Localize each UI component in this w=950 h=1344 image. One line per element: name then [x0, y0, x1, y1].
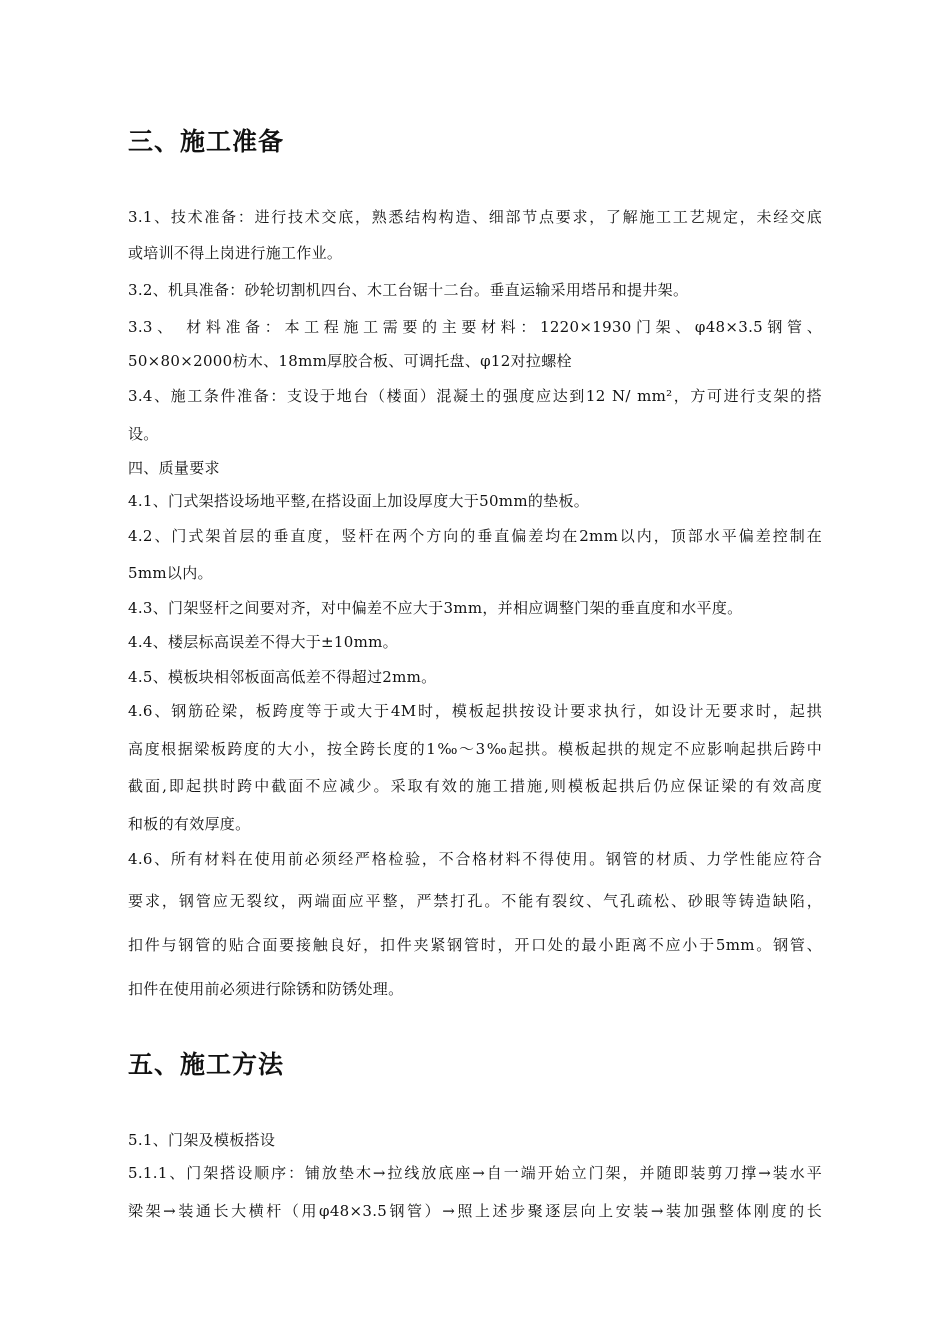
text-line: 4.5、模板块相邻板面高低差不得超过2mm。 [128, 668, 437, 686]
text-line: 5.1、门架及模板搭设 [128, 1131, 276, 1149]
text-line: 4.2、门式架首层的垂直度，竖杆在两个方向的垂直偏差均在2mm以内，顶部水平偏差控制在 [128, 527, 822, 545]
text-line: 截面,即起拱时跨中截面不应减少。采取有效的施工措施,则模板起拱后仍应保证梁的有效高度 [128, 777, 822, 795]
text-line: 4.4、楼层标高误差不得大于±10mm。 [128, 633, 398, 651]
section-title-construction-method: 五、施工方法 [128, 1050, 285, 1079]
text-line: 3.3、 材料准备：本工程施工需要的主要材料：1220×1930门架、φ48×3.5钢管、 [128, 318, 822, 336]
text-line: 50×80×2000枋木、18mm厚胶合板、可调托盘、φ12对拉螺栓 [128, 352, 572, 370]
subsection-title-quality: 四、质量要求 [128, 459, 220, 477]
text-line: 5mm以内。 [128, 564, 213, 582]
text-line: 高度根据梁板跨度的大小，按全跨长度的1‰〜3‰起拱。模板起拱的规定不应影响起拱后跨中 [128, 740, 822, 758]
text-line: 或培训不得上岗进行施工作业。 [128, 244, 343, 262]
text-line: 4.6、所有材料在使用前必须经严格检验，不合格材料不得使用。钢管的材质、力学性能应符合 [128, 850, 822, 868]
text-line: 要求，钢管应无裂纹，两端面应平整，严禁打孔。不能有裂纹、气孔疏松、砂眼等铸造缺陷， [128, 892, 822, 910]
section-title-construction-preparation: 三、施工准备 [128, 127, 285, 156]
text-line: 和板的有效厚度。 [128, 815, 251, 833]
text-line: 4.1、门式架搭设场地平整,在搭设面上加设厚度大于50mm的垫板。 [128, 492, 590, 510]
text-line: 设。 [128, 425, 159, 443]
text-line: 扣件与钢管的贴合面要接触良好，扣件夹紧钢管时，开口处的最小距离不应小于5mm。钢管、 [128, 936, 822, 954]
text-line: 4.3、门架竖杆之间要对齐，对中偏差不应大于3mm，并相应调整门架的垂直度和水平度。 [128, 599, 743, 617]
text-line: 4.6、钢筋砼梁，板跨度等于或大于4M时，模板起拱按设计要求执行，如设计无要求时，起拱 [128, 702, 822, 720]
text-line: 3.4、施工条件准备：支设于地台（楼面）混凝土的强度应达到12 N/ mm²，方可进行支架的搭 [128, 387, 822, 405]
text-line: 扣件在使用前必须进行除锈和防锈处理。 [128, 980, 404, 998]
text-line: 梁架→装通长大横杆（用φ48×3.5钢管）→照上述步聚逐层向上安装→装加强整体刚度的长 [128, 1202, 822, 1220]
text-line: 3.1、技术准备：进行技术交底，熟悉结构构造、细部节点要求，了解施工工艺规定，未经交底 [128, 208, 822, 226]
text-line: 5.1.1、门架搭设顺序：铺放垫木→拉线放底座→自一端开始立门架，并随即装剪刀撑→装水平 [128, 1164, 822, 1182]
text-line: 3.2、机具准备：砂轮切割机四台、木工台锯十二台。垂直运输采用塔吊和提井架。 [128, 281, 689, 299]
